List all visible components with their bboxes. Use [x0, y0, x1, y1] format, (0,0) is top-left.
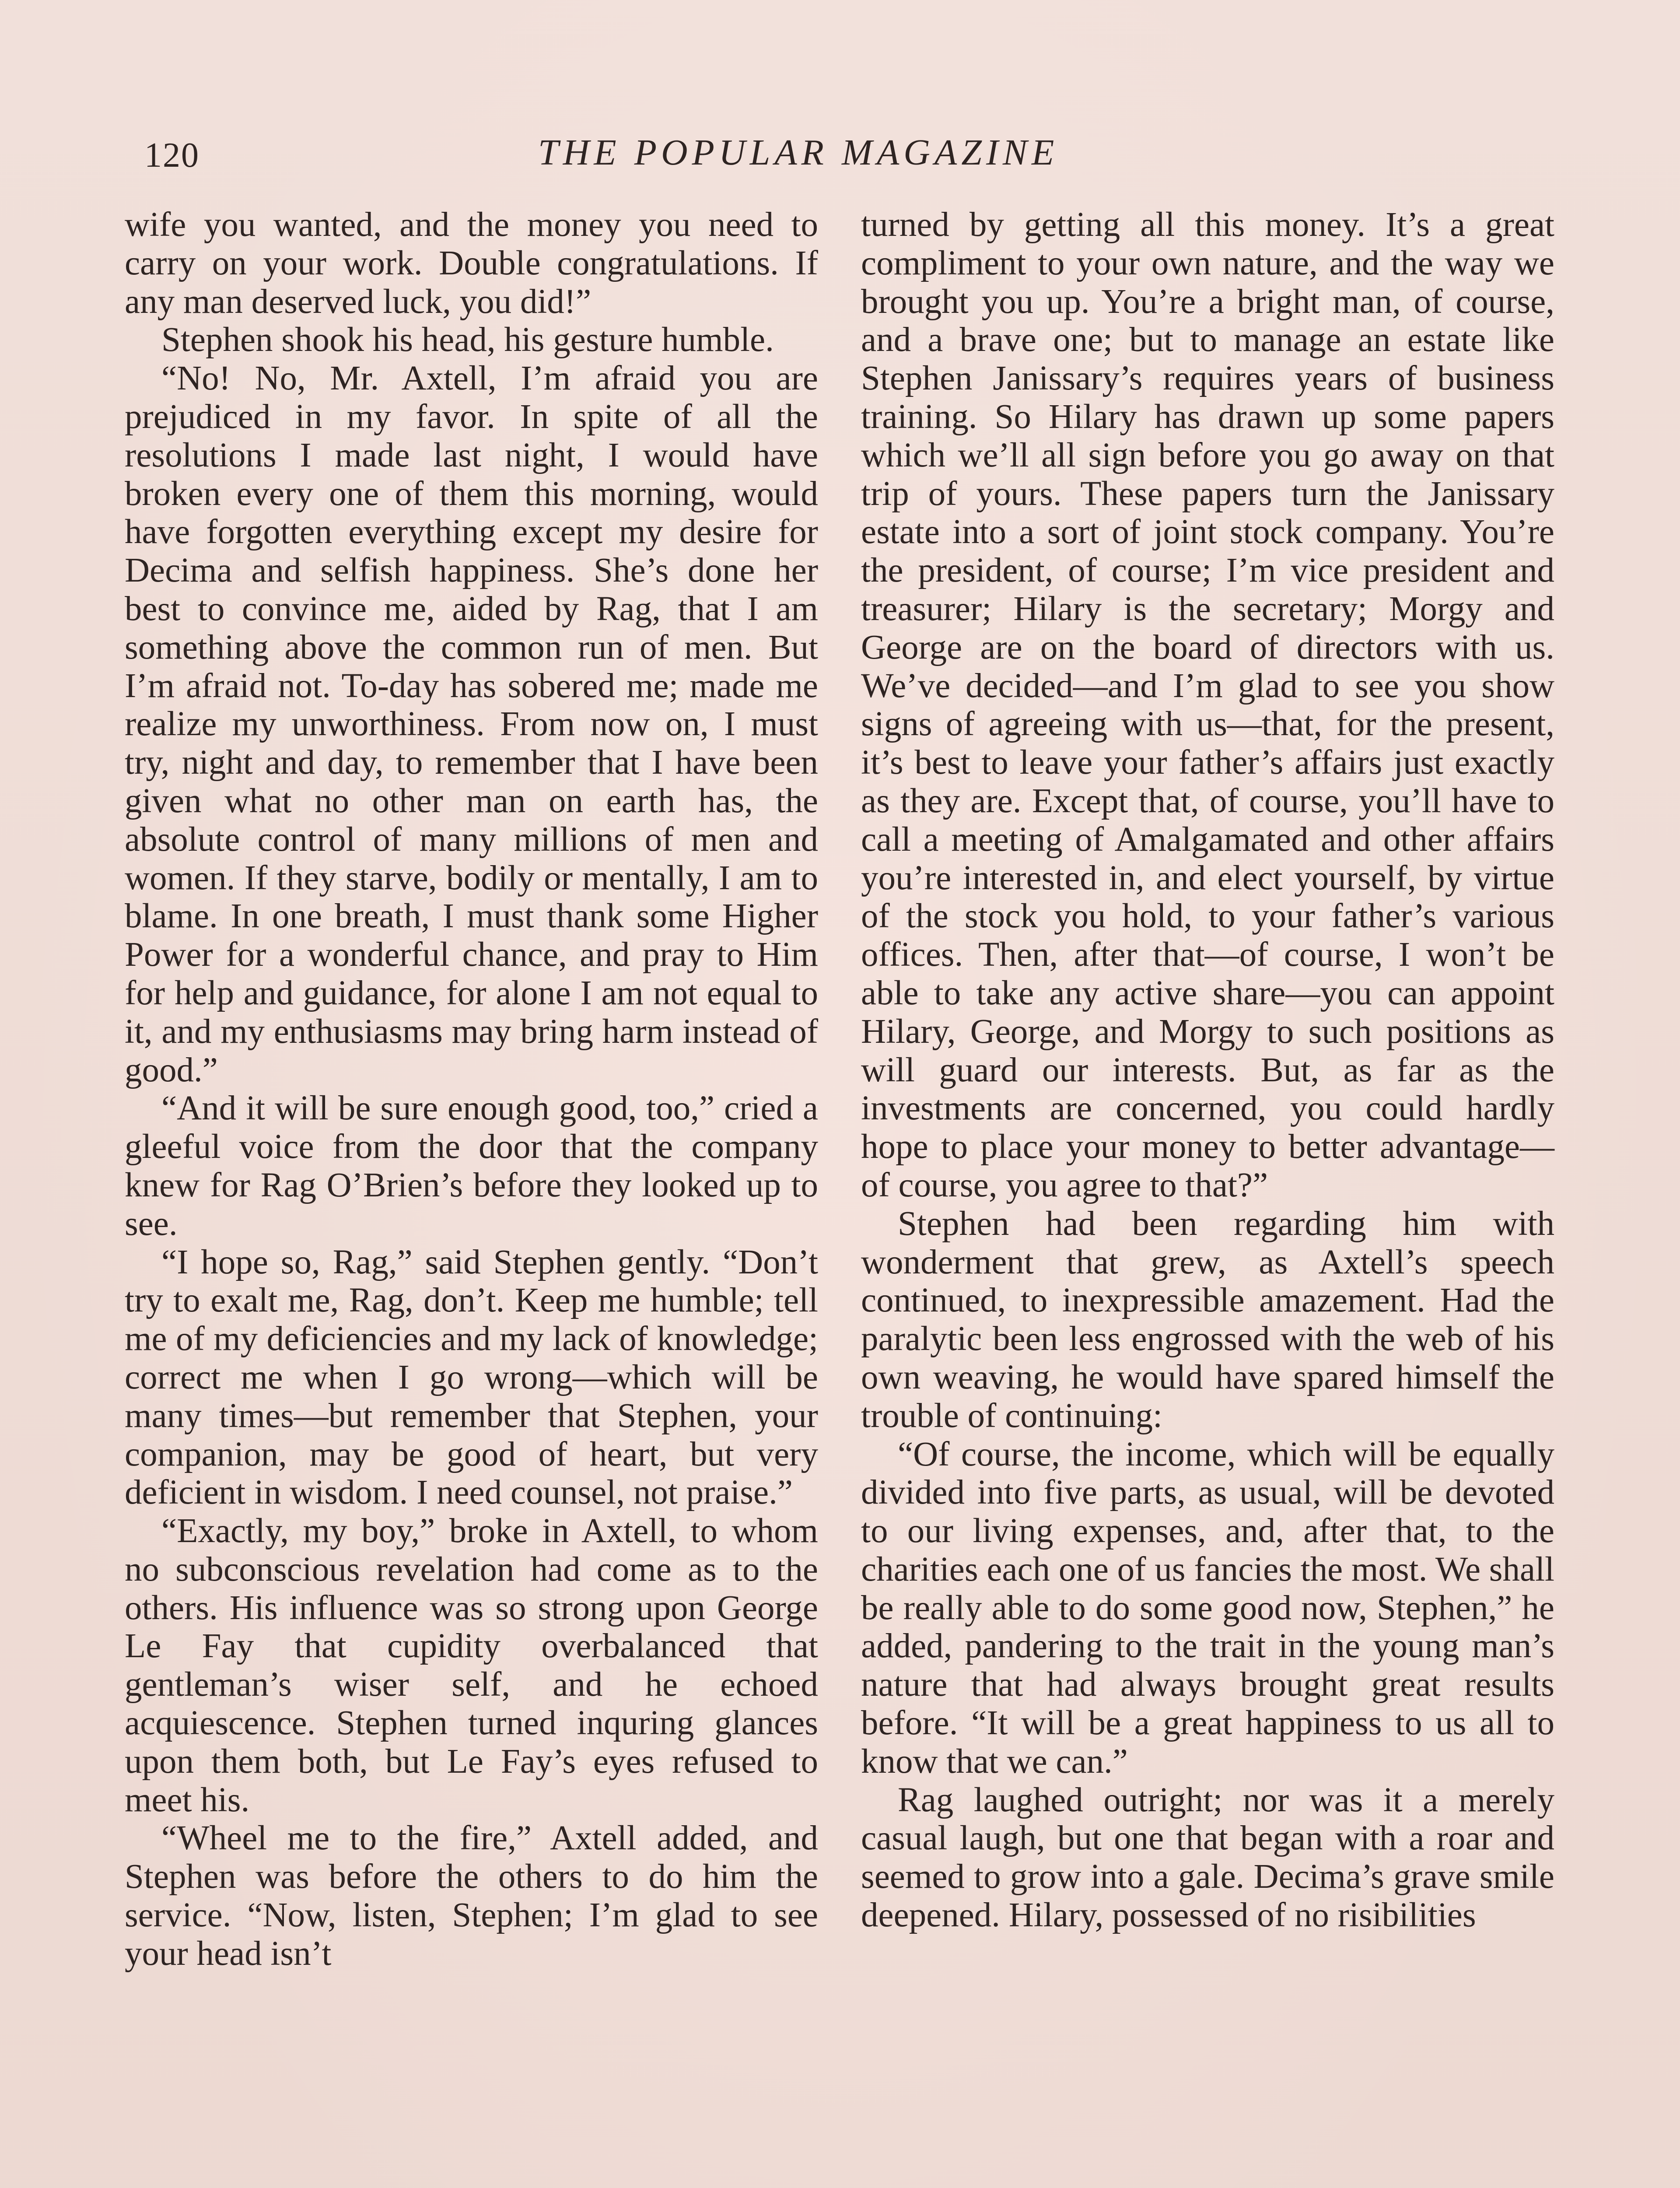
page-number: 120 — [144, 136, 200, 175]
paragraph: Stephen had been regarding him with wonderment that grew, as Axtell’s speech continued, to inexpressible amazement. Had the paralytic been less engrossed with the web of his own weaving, he would have spared himself the trouble of continuing: — [861, 1204, 1554, 1435]
paragraph: Stephen shook his head, his gesture humble. — [161, 321, 774, 359]
paragraph: “Of course, the income, which will be equally divided into five parts, as usual, will be devoted to our living expenses, and, after that, to the charities each one of us fancies the most. We shall be really able to do some good now, Stephen,” he added, pandering to the trait in the young man’s nature that had always brought great results before. “It will be a great happiness to us all to know that we can.” — [861, 1435, 1554, 1781]
paragraph: Rag laughed outright; nor was it a merely casual laugh, but one that began with a roar and seemed to grow into a gale. Decima’s grave smile deepened. Hilary, possessed of no risibilities — [861, 1781, 1554, 1935]
paragraph: “Exactly, my boy,” broke in Axtell, to whom no subconscious revelation had come as to the others. His influence was so strong upon George Le Fay that cupidity overbalanced that gentleman’s wiser self, and he echoed acquiescence. Stephen turned inquring glances upon them both, but Le Fay’s eyes refused to meet his. — [125, 1512, 818, 1819]
paragraph: “Wheel me to the fire,” Axtell added, and Stephen was before the others to do him the service. “Now, listen, Stephen; I’m glad to see your head isn’t — [125, 1819, 818, 1973]
paragraph: “No! No, Mr. Axtell, I’m afraid you are prejudiced in my favor. In spite of all the resolutions I made last night, I would have broken every one of them this morning, would have forgotten everything except my desire for Decima and selfish happiness. She’s done her best to convince me, aided by Rag, that I am something above the common run of men. But I’m afraid not. To-day has sobered me; made me realize my unworthiness. From now on, I must try, night and day, to remember that I have been given what no other man on earth has, the absolute control of many millions of men and women. If they starve, bodily or mentally, I am to blame. In one breath, I must thank some Higher Power for a wonderful chance, and pray to Him for help and guidance, for alone I am not equal to it, and my enthusiasms may bring harm instead of good.” — [125, 359, 818, 1089]
paragraph: wife you wanted, and the money you need to carry on your work. Double congratulations. If any man deserved luck, you did!” — [125, 206, 818, 321]
left-text-column — [125, 206, 818, 1973]
running-title: THE POPULAR MAGAZINE — [538, 132, 1059, 173]
paragraph: turned by getting all this money. It’s a great compliment to your own nature, and the way we brought you up. You’re a bright man, of course, and a brave one; but to manage an estate like Stephen Janissary’s requires years of business training. So Hilary has drawn up some papers which we’ll all sign before you go away on that trip of yours. These papers turn the Janissary estate into a sort of joint stock company. You’re the president, of course; I’m vice president and treasurer; Hilary is the secretary; Morgy and George are on the board of directors with us. We’ve decided—and I’m glad to see you show signs of agreeing with us—that, for the present, it’s best to leave your father’s affairs just exactly as they are. Except that, of course, you’ll have to call a meeting of Amalgamated and other affairs you’re interested in, and elect yourself, by virtue of the stock you hold, to your father’s various offices. Then, after that—of course, I won’t be able to take any active share—you can appoint Hilary, George, and Morgy to such positions as will guard our interests. But, as far as the investments are concerned, you could hardly hope to place your money to better advantage—of course, you agree to that?” — [861, 206, 1554, 1204]
right-text-column — [861, 206, 1554, 1935]
paragraph: “And it will be sure enough good, too,” cried a gleeful voice from the door that the company knew for Rag O’Brien’s before they looked up to see. — [125, 1089, 818, 1243]
paragraph: “I hope so, Rag,” said Stephen gently. “Don’t try to exalt me, Rag, don’t. Keep me humble; tell me of my deficiencies and my lack of knowledge; correct me when I go wrong—which will be many times—but remember that Stephen, your companion, may be good of heart, but very deficient in wisdom. I need counsel, not praise.” — [125, 1243, 818, 1512]
page-header — [127, 127, 1549, 193]
